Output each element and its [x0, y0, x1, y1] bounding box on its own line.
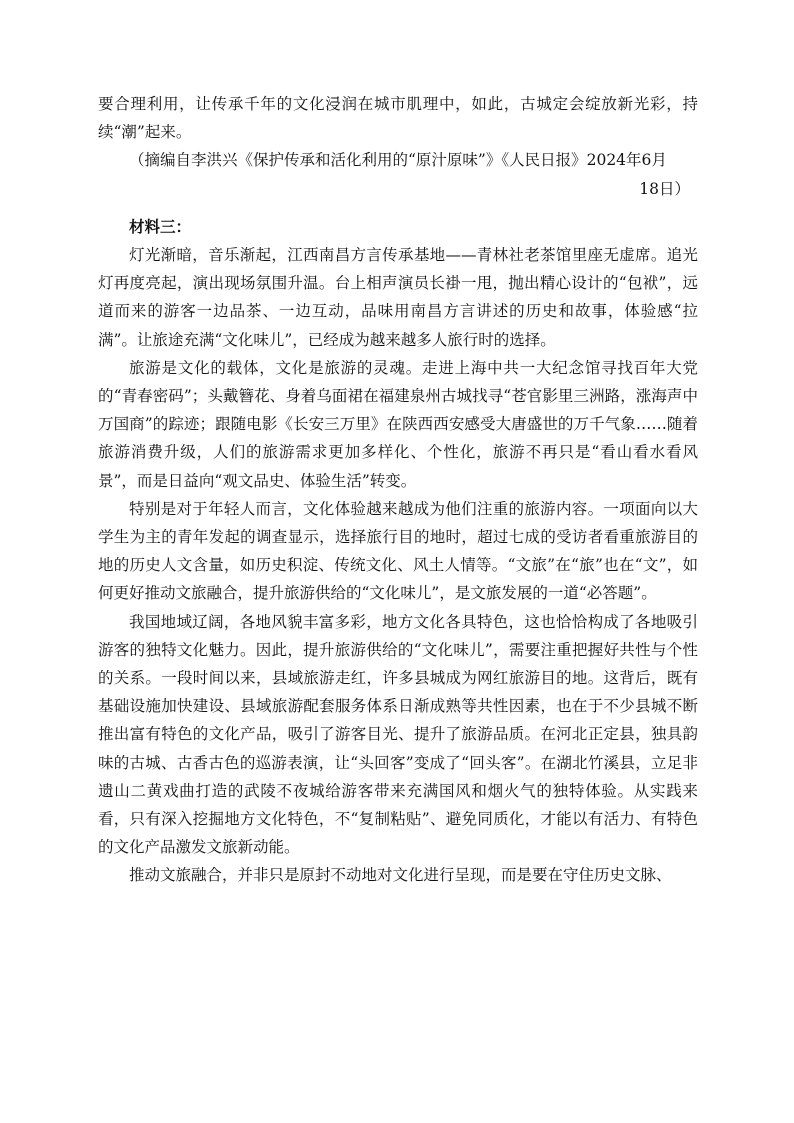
paragraph-continuation: 要合理利用，让传承千年的文化浸润在城市肌理中，如此，古城定会绽放新光彩，持续“潮”起来。	[98, 95, 698, 142]
source-citation: （摘编自李洪兴《保护传承和活化利用的“原汁原味”》《人民日报》2024年6月	[129, 151, 667, 170]
paragraph-3: 特别是对于年轻人而言，文化体验越来越成为他们注重的旅游内容。一项面向以大学生为主的青年发起的调查显示，选择旅行目的地时，超过七成的受访者看重旅游目的地的历史人文含量，如历史积淀、传统文化、风土人情等。“文旅”在“旅”也在“文”，如何更好推动文旅融合，提升旅游供给的“文化味儿”，是文旅发展的一道“必答题”。	[98, 499, 698, 603]
material-heading: 材料三：	[129, 216, 192, 236]
paragraph-5: 推动文旅融合，并非只是原封不动地对文化进行呈现，而是要在守住历史文脉、	[129, 866, 672, 885]
paragraph-2: 旅游是文化的载体，文化是旅游的灵魂。走进上海中共一大纪念馆寻找百年大党的“青春密码”；头戴簪花、身着乌面裙在福建泉州古城找寻“苍官影里三洲路，涨海声中万国商”的踪迹；跟随电影《长安三万里》在陕西西安感受大唐盛世的万千气象……随着旅游消费升级，人们的旅游需求更加多样化、个性化，旅游不再只是“看山看水看风景”，而是日益向“观文品史、体验生活”转变。	[98, 358, 698, 490]
paragraph-1: 灯光渐暗，音乐渐起，江西南昌方言传承基地——青林社老茶馆里座无虚席。追光灯再度亮起，演出现场氛围升温。台上相声演员长褂一甩，抛出精心设计的“包袱”，远道而来的游客一边品茶、一边互动，品味用南昌方言讲述的历史和故事，体验感“拉满”。让旅途充满“文化味儿”，已经成为越来越多人旅行时的选择。	[98, 246, 698, 349]
source-citation-date: 18日）	[639, 179, 690, 198]
document-page	[98, 90, 698, 890]
paragraph-4: 我国地域辽阔，各地风貌丰富多彩，地方文化各具特色，这也恰恰构成了各地吸引游客的独特文化魅力。因此，提升旅游供给的“文化味儿”，需要注重把握好共性与个性的关系。一段时间以来，县域旅游走红，许多县城成为网红旅游目的地。这背后，既有基础设施加快建设、县域旅游配套服务体系日渐成熟等共性因素，也在于不少县城不断推出富有特色的文化产品，吸引了游客目光、提升了旅游品质。在河北正定县，独具韵味的古城、古香古色的巡游表演，让“头回客”变成了“回头客”。在湖北竹溪县，立足非遗山二黄戏曲打造的武陵不夜城给游客带来充满国风和烟火气的独特体验。从实践来看，只有深入挖掘地方文化特色，不“复制粘贴”、避免同质化，才能以有活力、有特色的文化产品激发文旅新动能。	[98, 612, 698, 857]
